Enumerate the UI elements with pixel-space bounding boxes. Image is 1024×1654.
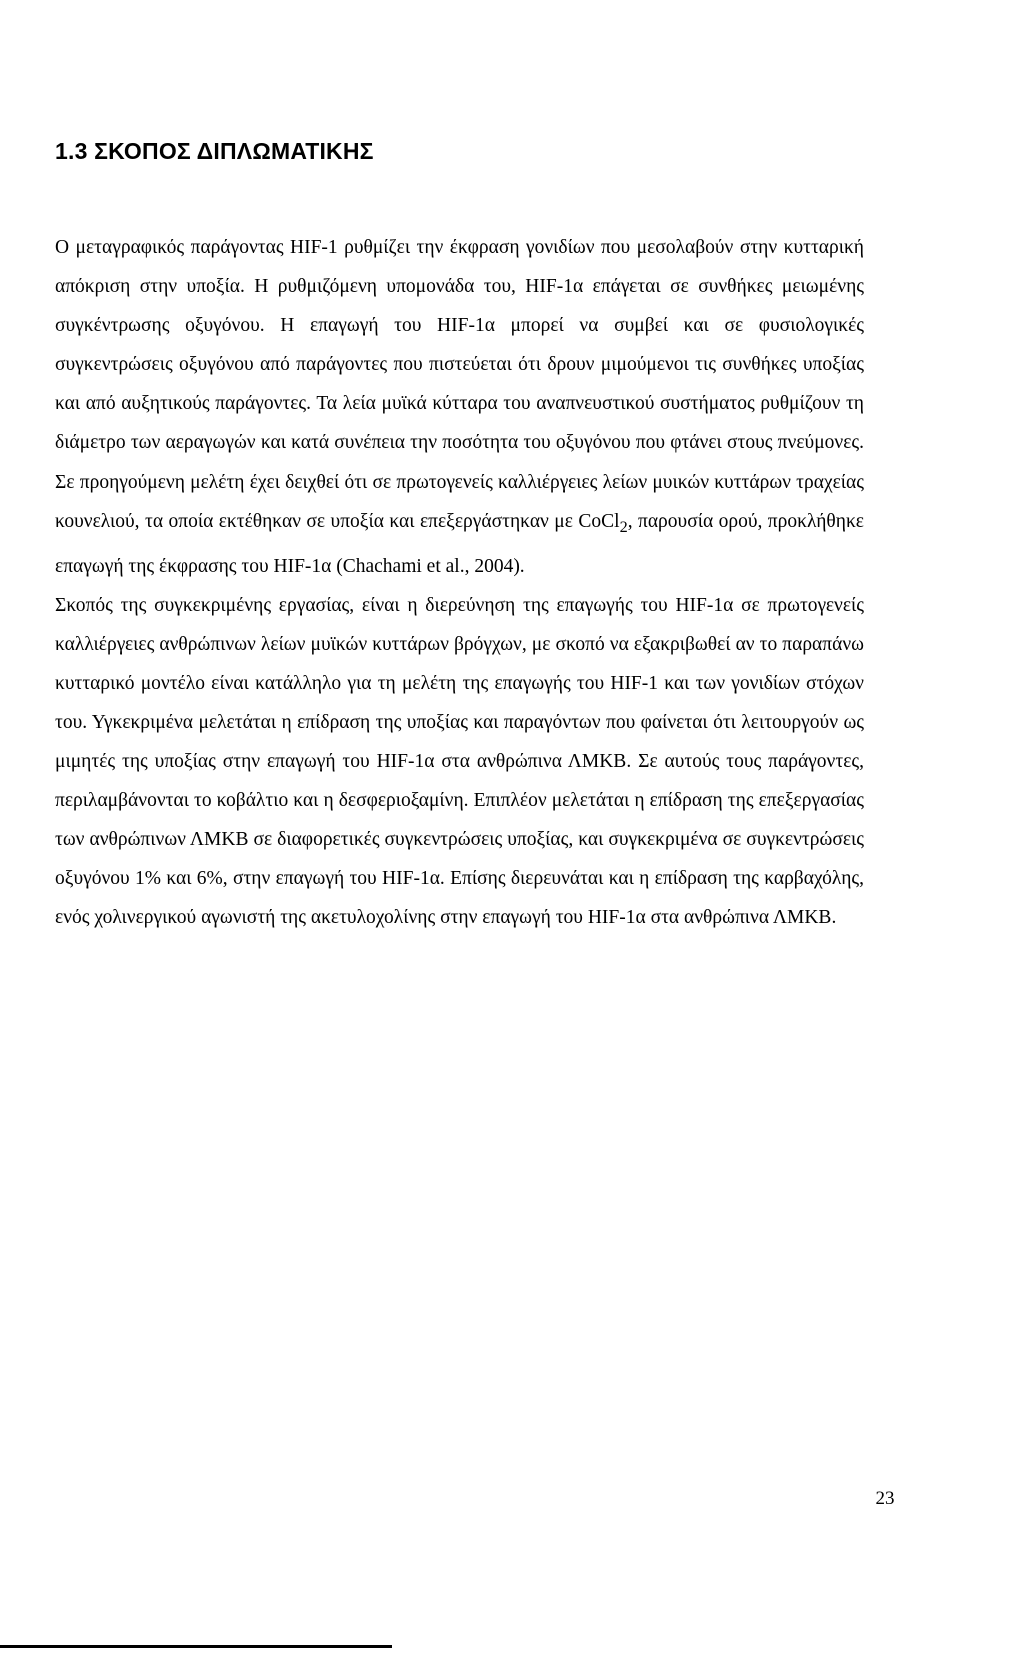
paragraph-2: Σκοπός της συγκεκριμένης εργασίας, είναι η διερεύνηση της επαγωγής του HIF-1α σε πρωτογενείς καλλιέργειες ανθρώπινων λείων μυϊκών κυττάρων βρόγχων, με σκοπό να εξακριβωθεί αν το παραπάνω κυτταρικό μοντέλο είναι κατάλληλο για τη μελέτη της επαγωγής του HIF-1 και των γονιδίων στόχων του. Υγκεκριμένα μελετάται η επίδραση της υποξίας και παραγόντων που φαίνεται ότι λειτουργούν ως μιμητές της υποξίας στην επαγωγή του HIF-1α στα ανθρώπινα ΛΜΚΒ. Σε αυτούς τους παράγοντες, περιλαμβάνονται το κοβάλτιο και η δεσφεριοξαμίνη. Επιπλέον μελετάται η επίδραση της επεξεργασίας των ανθρώπινων ΛΜΚΒ σε διαφορετικές συγκεντρώσεις υποξίας, και συγκεκριμένα σε συγκεντρώσεις οξυγόνου 1% και 6%, στην επαγωγή του HIF-1α. Επίσης διερευνάται και η επίδραση της καρβαχόλης, ενός χολινεργικού αγωνιστή της ακετυλοχολίνης στην επαγωγή του HIF-1α στα ανθρώπινα ΛΜΚΒ. bbox=[55, 594, 864, 929]
page-number: 23 bbox=[875, 1488, 895, 1509]
paragraph-1-text: Ο μεταγραφικός παράγοντας HIF-1 ρυθμίζει την έκφραση γονιδίων που μεσολαβούν στην κυτταρική απόκριση στην υποξία. Η ρυθμιζόμενη υπομονάδα του, HIF-1α επάγεται σε συνθήκες μειωμένης συγκέντρωσης οξυγόνου. Η επαγωγή του HIF-1α μπορεί να συμβεί και σε φυσιολογικές συγκεντρώσεις οξυγόνου από παράγοντες που πιστεύεται ότι δρουν μιμούμενοι τις συνθήκες υποξίας και από αυξητικούς παράγοντες. Τα λεία μυϊκά κύτταρα του αναπνευστικού συστήματος ρυθμίζουν τη διάμετρο των αεραγωγών και κατά συνέπεια την ποσότητα του οξυγόνου που φτάνει στους πνεύμονες. Σε προηγούμενη μελέτη έχει δειχθεί ότι σε πρωτογενείς καλλιέργειες λείων μυικών κυττάρων τραχείας κουνελιού, τα οποία εκτέθηκαν σε υποξία και επεξεργάστηκαν με CoCl bbox=[55, 237, 864, 532]
cocl2-subscript: 2 bbox=[619, 517, 628, 536]
bottom-rule bbox=[0, 1645, 392, 1648]
body-text bbox=[55, 228, 864, 938]
paragraph-1-end: , παρουσία ορού, προκλήθηκε επαγωγή της έκφρασης του HIF-1α (Chachami et al., 2004). bbox=[55, 510, 864, 577]
paragraph-1 bbox=[55, 228, 864, 586]
section-heading: 1.3 ΣΚΟΠΟΣ ΔΙΠΛΩΜΑΤΙΚΗΣ bbox=[55, 138, 374, 164]
page-footer bbox=[0, 1488, 915, 1510]
